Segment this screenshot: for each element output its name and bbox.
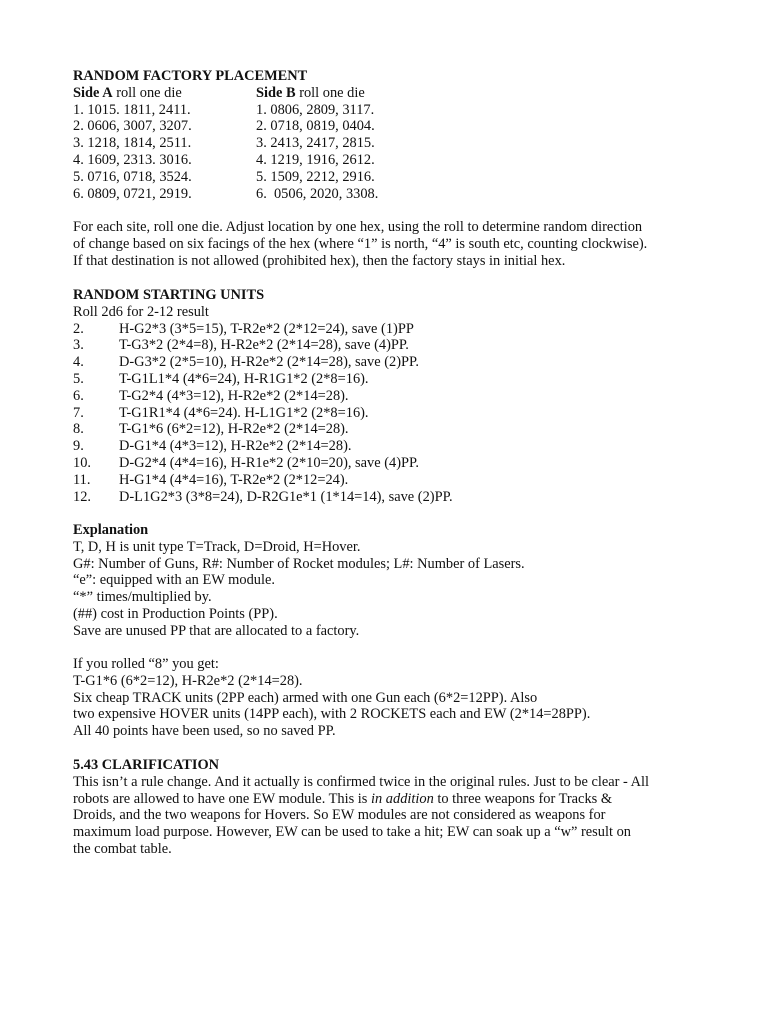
explanation-heading: Explanation (73, 522, 149, 538)
example-line: T-G1*6 (6*2=12), H-R2e*2 (2*14=28). (73, 672, 303, 689)
units-intro: Roll 2d6 for 2-12 result (73, 303, 209, 320)
unit-row (73, 388, 733, 405)
unit-result: H-G1*4 (4*4=16), T-R2e*2 (2*12=24). (119, 471, 349, 488)
side-a-column (73, 85, 256, 203)
unit-result: D-G1*4 (4*3=12), H-R2e*2 (2*14=28). (119, 438, 352, 455)
unit-row (73, 371, 733, 388)
factory-paragraph-line: of change based on six facings of the hex (where “1” is north, “4” is south etc, counting clockwise). (73, 235, 648, 252)
explanation-line: Save are unused PP that are allocated to a factory. (73, 622, 360, 639)
unit-row (73, 321, 733, 338)
explanation-line: G#: Number of Guns, R#: Number of Rocket modules; L#: Number of Lasers. (73, 555, 525, 572)
example-line: All 40 points have been used, so no saved PP. (73, 723, 336, 740)
factory-paragraph-line: For each site, roll one die. Adjust location by one hex, using the roll to determine random direction (73, 219, 643, 236)
unit-result: D-G3*2 (2*5=10), H-R2e*2 (2*14=28), save (2)PP. (119, 354, 420, 371)
side-b-label: Side B (256, 84, 296, 101)
factory-paragraph-line: If that destination is not allowed (prohibited hex), then the factory stays in initial hex. (73, 252, 566, 269)
clarification-line: Droids, and the two weapons for Hovers. So EW modules are not considered as weapons for (73, 807, 606, 824)
unit-roll: 10. (73, 454, 91, 471)
units-heading: RANDOM STARTING UNITS (73, 287, 265, 303)
side-a-row: 3. 1218, 1814, 2511. (73, 135, 192, 152)
unit-result: T-G1*6 (6*2=12), H-R2e*2 (2*14=28). (119, 421, 349, 438)
unit-result: H-G2*3 (3*5=15), T-R2e*2 (2*12=24), save (1)PP (119, 320, 414, 337)
side-b-instruction: roll one die (295, 84, 365, 101)
clarification-emphasis: in addition (371, 790, 434, 807)
unit-row (73, 405, 733, 422)
factory-section (73, 68, 733, 270)
clarification-text: to three weapons for Tracks & (433, 790, 613, 807)
unit-row (73, 489, 733, 506)
explanation-line: T, D, H is unit type T=Track, D=Droid, H=Hover. (73, 538, 361, 555)
unit-result: T-G2*4 (4*3=12), H-R2e*2 (2*14=28). (119, 387, 349, 404)
unit-row (73, 421, 733, 438)
side-a-instruction: roll one die (112, 84, 182, 101)
unit-roll: 12. (73, 488, 91, 505)
unit-roll: 7. (73, 404, 84, 421)
clarification-section (73, 757, 733, 858)
clarification-line: the combat table. (73, 840, 172, 857)
unit-row (73, 337, 733, 354)
side-b-row: 1. 0806, 2809, 3117. (256, 101, 375, 118)
clarification-heading: 5.43 CLARIFICATION (73, 757, 220, 773)
unit-roll: 5. (73, 370, 84, 387)
side-b-row: 5. 1509, 2212, 2916. (256, 168, 375, 185)
explanation-line: “e”: equipped with an EW module. (73, 572, 275, 589)
unit-roll: 6. (73, 387, 84, 404)
example-line: two expensive HOVER units (14PP each), with 2 ROCKETS each and EW (2*14=28PP). (73, 706, 591, 723)
side-b-row: 3. 2413, 2417, 2815. (256, 135, 375, 152)
factory-columns (73, 85, 733, 203)
unit-roll: 4. (73, 354, 84, 371)
unit-row (73, 438, 733, 455)
unit-result: T-G3*2 (2*4=8), H-R2e*2 (2*14=28), save (4)PP. (119, 337, 409, 354)
unit-row (73, 354, 733, 371)
example-line: If you rolled “8” you get: (73, 656, 219, 672)
unit-result: T-G1R1*4 (4*6=24). H-L1G1*2 (2*8=16). (119, 404, 369, 421)
clarification-line: This isn’t a rule change. And it actually is confirmed twice in the original rules. Just to be clear - All (73, 773, 650, 790)
side-a-row: 5. 0716, 0718, 3524. (73, 168, 192, 185)
unit-result: D-G2*4 (4*4=16), H-R1e*2 (2*10=20), save (4)PP. (119, 454, 420, 471)
side-b-row: 2. 0718, 0819, 0404. (256, 118, 375, 135)
unit-result: T-G1L1*4 (4*6=24), H-R1G1*2 (2*8=16). (119, 370, 369, 387)
side-b-column (256, 85, 556, 203)
side-a-row: 2. 0606, 3007, 3207. (73, 118, 192, 135)
side-a-row: 6. 0809, 0721, 2919. (73, 185, 192, 202)
unit-roll: 11. (73, 471, 91, 488)
unit-roll: 8. (73, 421, 84, 438)
side-a-row: 4. 1609, 2313. 3016. (73, 151, 192, 168)
example-section (73, 656, 733, 740)
unit-roll: 3. (73, 337, 84, 354)
side-b-row: 4. 1219, 1916, 2612. (256, 151, 375, 168)
unit-result: D-L1G2*3 (3*8=24), D-R2G1e*1 (1*14=14), save (2)PP. (119, 488, 453, 505)
side-b-row: 6. 0506, 2020, 3308. (256, 185, 379, 202)
unit-row (73, 472, 733, 489)
unit-roll: 2. (73, 320, 84, 337)
units-section (73, 287, 733, 505)
explanation-line: (##) cost in Production Points (PP). (73, 605, 278, 622)
side-a-label: Side A (73, 84, 113, 101)
example-line: Six cheap TRACK units (2PP each) armed with one Gun each (6*2=12PP). Also (73, 689, 538, 706)
unit-roll: 9. (73, 438, 84, 455)
side-a-row: 1. 1015. 1811, 2411. (73, 101, 191, 118)
clarification-text: robots are allowed to have one EW module. This is (73, 790, 372, 807)
unit-row (73, 455, 733, 472)
factory-heading: RANDOM FACTORY PLACEMENT (73, 68, 308, 84)
clarification-line (73, 791, 733, 808)
clarification-line: maximum load purpose. However, EW can be used to take a hit; EW can soak up a “w” result on (73, 824, 631, 841)
explanation-line: “*” times/multiplied by. (73, 589, 212, 606)
explanation-section (73, 522, 733, 640)
